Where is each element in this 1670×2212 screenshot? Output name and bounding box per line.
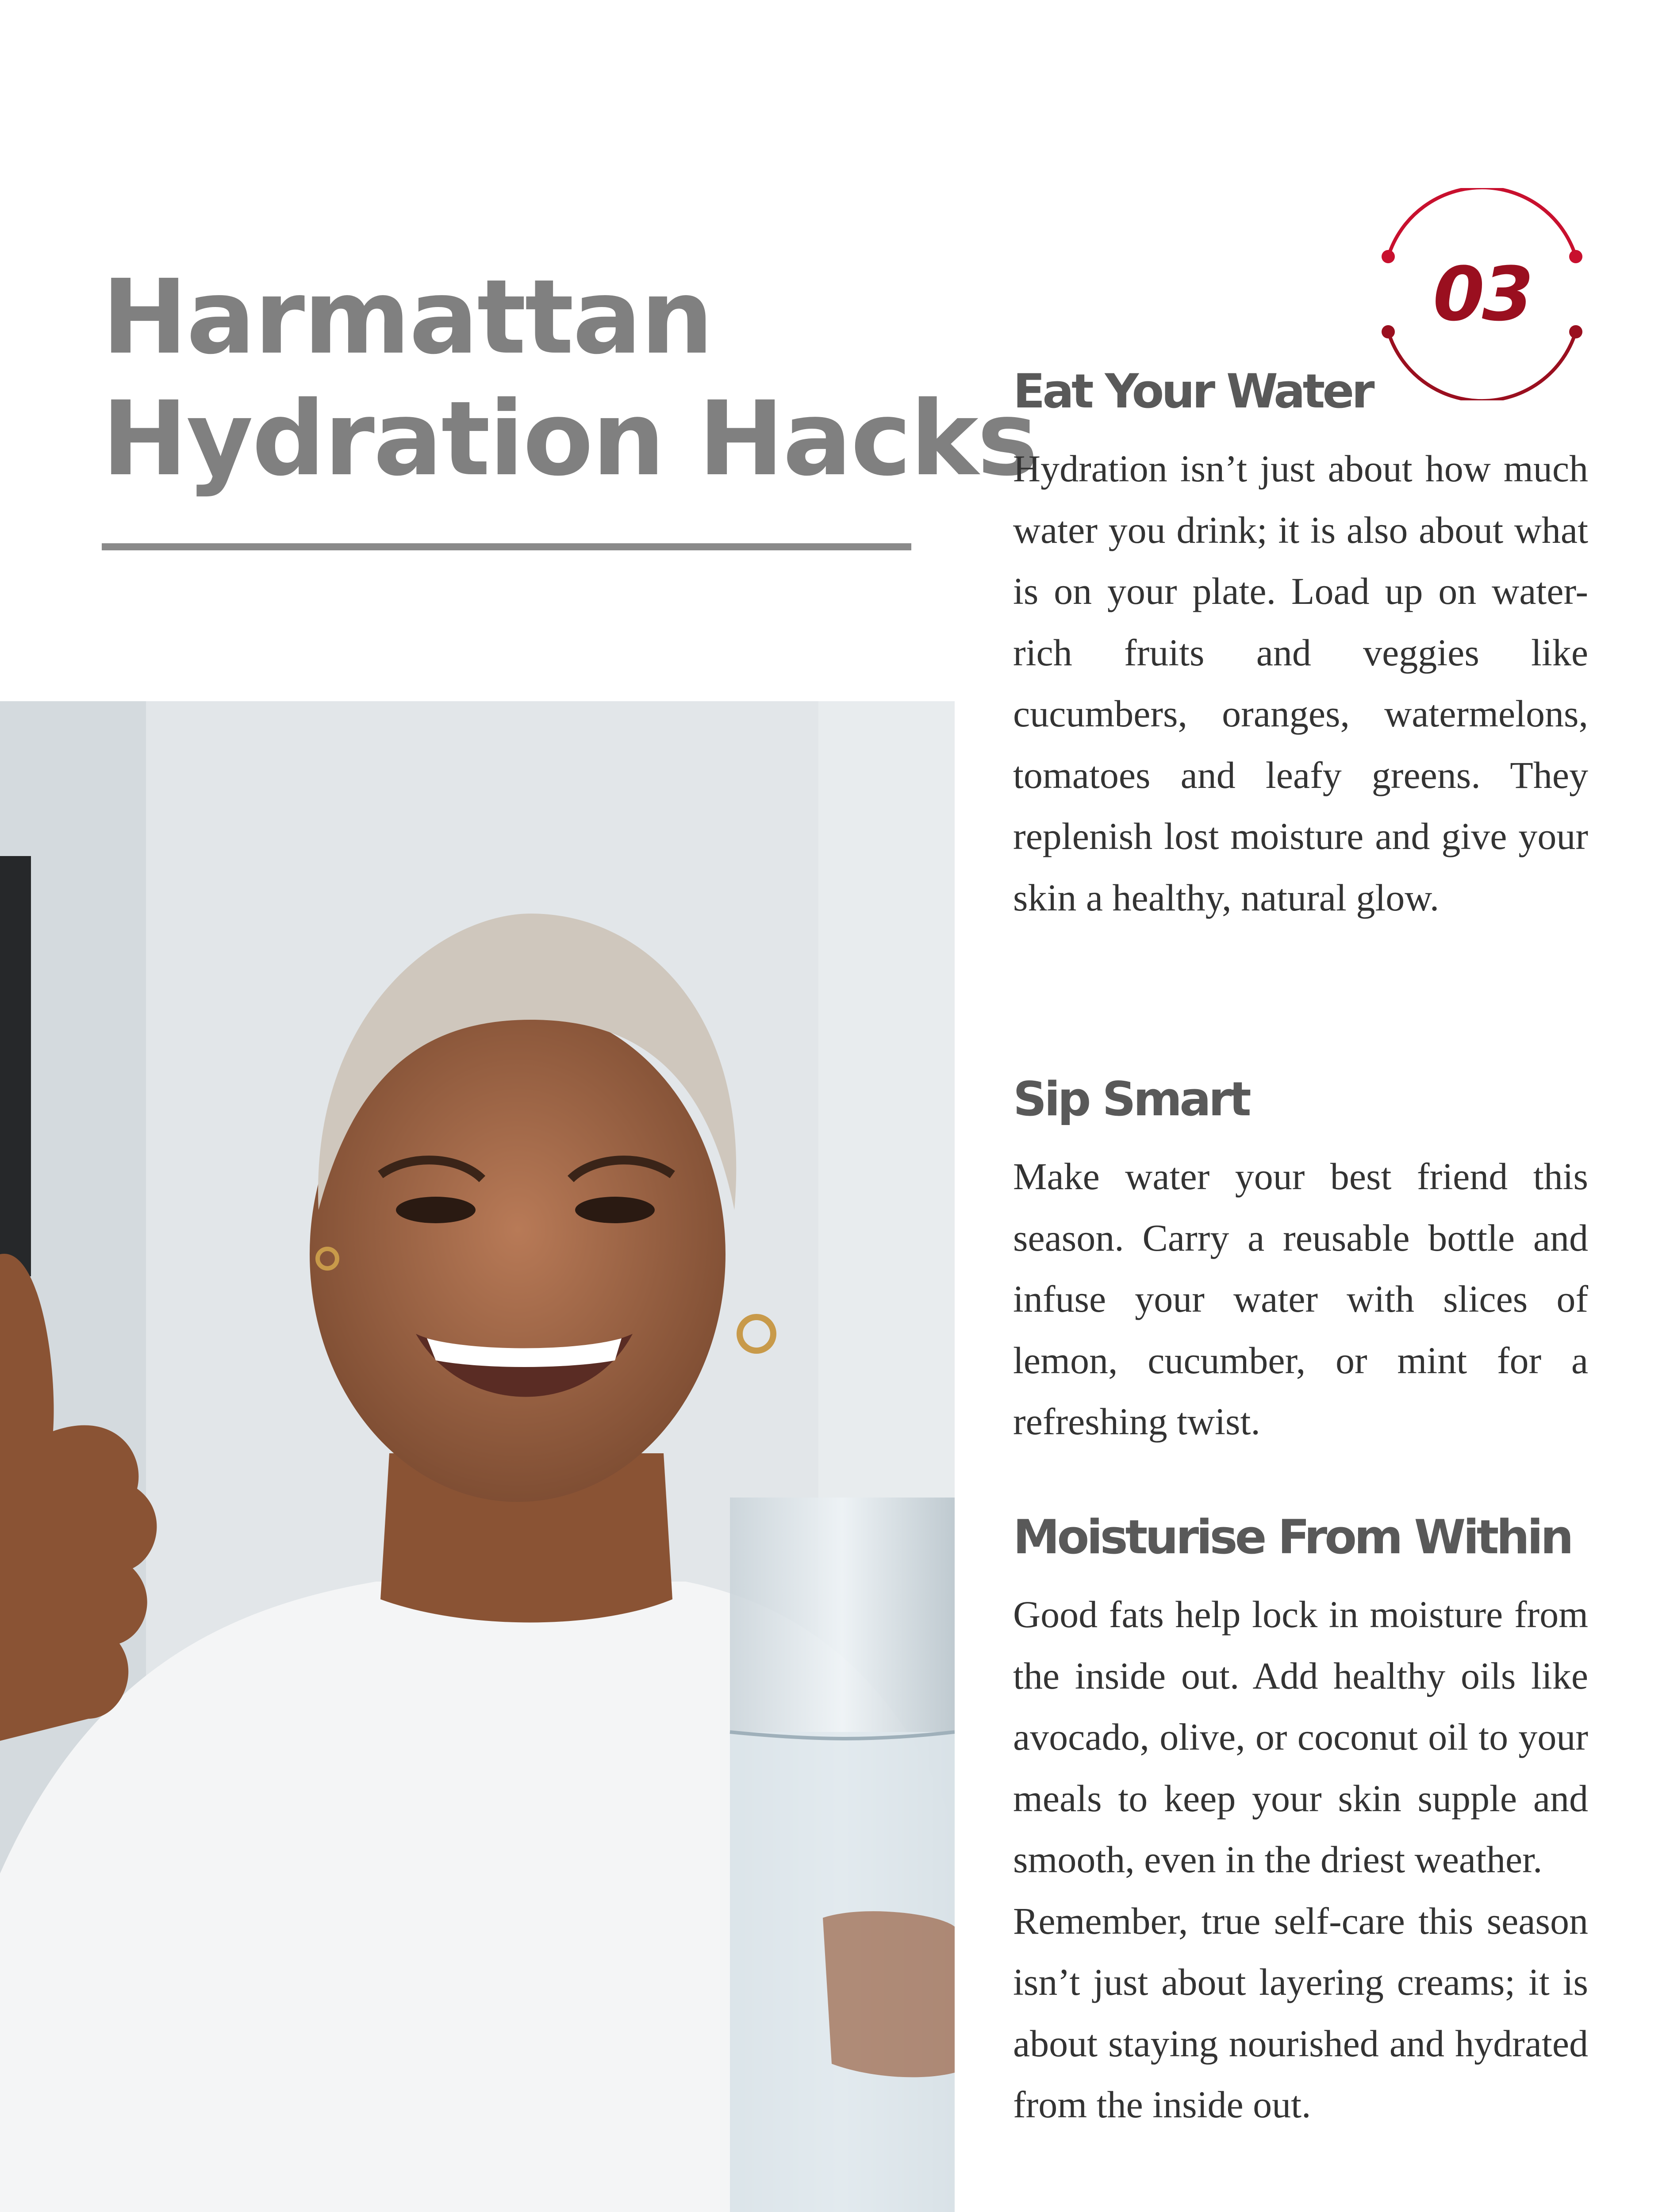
section-heading: Eat Your Water <box>1013 364 1372 419</box>
title-line-1: Harmattan <box>102 257 712 377</box>
section-sip-smart <box>1013 1071 1588 1452</box>
woman-with-water-photo <box>0 701 955 2212</box>
title-line-2: Hydration Hacks <box>102 379 1037 499</box>
section-number: 03 <box>1433 251 1531 338</box>
title-divider <box>102 543 911 550</box>
section-body: Hydration isn’t just about how much water you drink; it is also about what is on your plate. Load up on water-rich fruits and veggies like cucumbers, oranges, watermelons, tomatoes and leafy greens. They replenish lost moisture and give your skin a healthy, natural glow. <box>1013 447 1588 919</box>
section-closing-paragraph: Remember, true self-care this season isn’t just about layering creams; it is about staying nourished and hydrated from the inside out. <box>1013 1899 1588 2126</box>
section-moisturise-from-within <box>1013 1509 1588 2135</box>
section-body: Good fats help lock in moisture from the inside out. Add healthy oils like avocado, olive, or coconut oil to your meals to keep your skin supple and smooth, even in the driest weather. <box>1013 1593 1588 1881</box>
section-heading: Moisturise From Within <box>1013 1510 1571 1564</box>
section-heading: Sip Smart <box>1013 1072 1249 1126</box>
article-title <box>102 257 1037 500</box>
section-body: Make water your best friend this season. Carry a reusable bottle and infuse your water with slices of lemon, cucumber, or mint for a refreshing twist. <box>1013 1155 1588 1443</box>
section-eat-your-water <box>1013 363 1588 928</box>
